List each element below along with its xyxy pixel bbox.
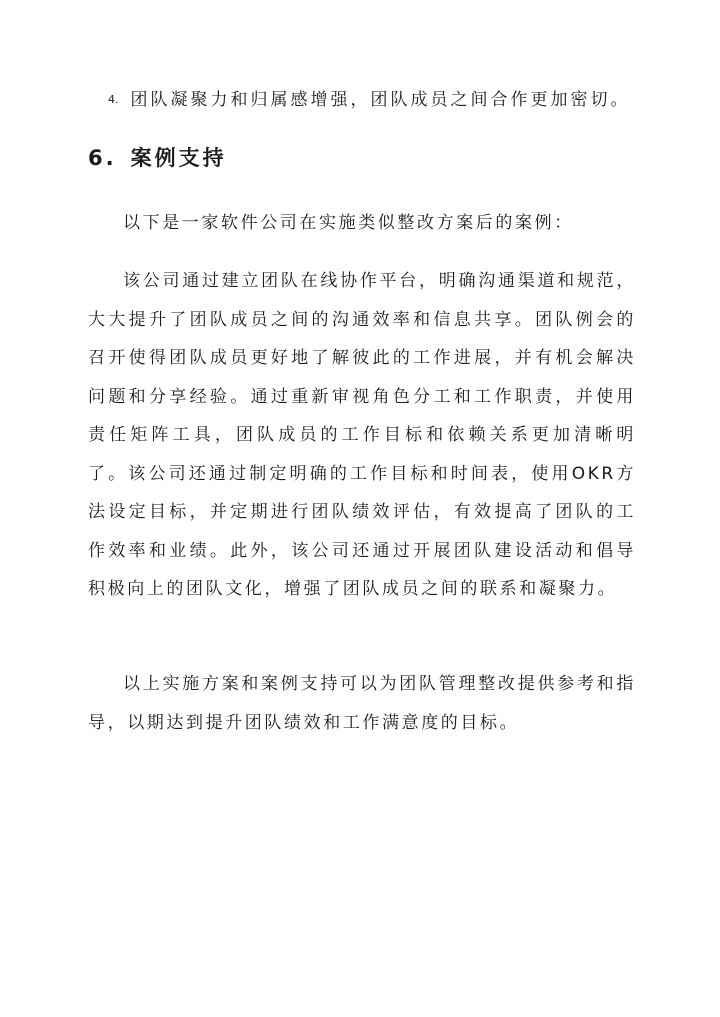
- section-number: 6.: [88, 146, 117, 170]
- intro-paragraph: 以下是一家软件公司在实施类似整改方案后的案例：: [123, 213, 574, 233]
- case-study-paragraph: 该公司通过建立团队在线协作平台，明确沟通渠道和规范，大大提升了团队成员之间的沟通效率和信息共享。团队例会的召开使得团队成员更好地了解彼此的工作进展，并有机会解决问题和分享经验。通过重新审视角色分工和工作职责，并使用责任矩阵工具，团队成员的工作目标和依赖关系更加清晰明了。该公司还通过制定明确的工作目标和时间表，使用OKR方法设定目标，并定期进行团队绩效评估，有效提高了团队的工作效率和业绩。此外，该公司还通过开展团队建设活动和倡导积极向上的团队文化，增强了团队成员之间的联系和凝聚力。: [88, 271, 636, 599]
- numbered-list-item: [108, 86, 631, 114]
- section-heading: [88, 142, 227, 174]
- conclusion-paragraph: 以上实施方案和案例支持可以为团队管理整改提供参考和指导，以期达到提升团队绩效和工作满意度的目标。: [88, 674, 636, 733]
- list-item-text: 团队凝聚力和归属感增强，团队成员之间合作更加密切。: [130, 90, 631, 110]
- list-item-number: 4.: [108, 93, 119, 106]
- section-title: 案例支持: [130, 146, 227, 170]
